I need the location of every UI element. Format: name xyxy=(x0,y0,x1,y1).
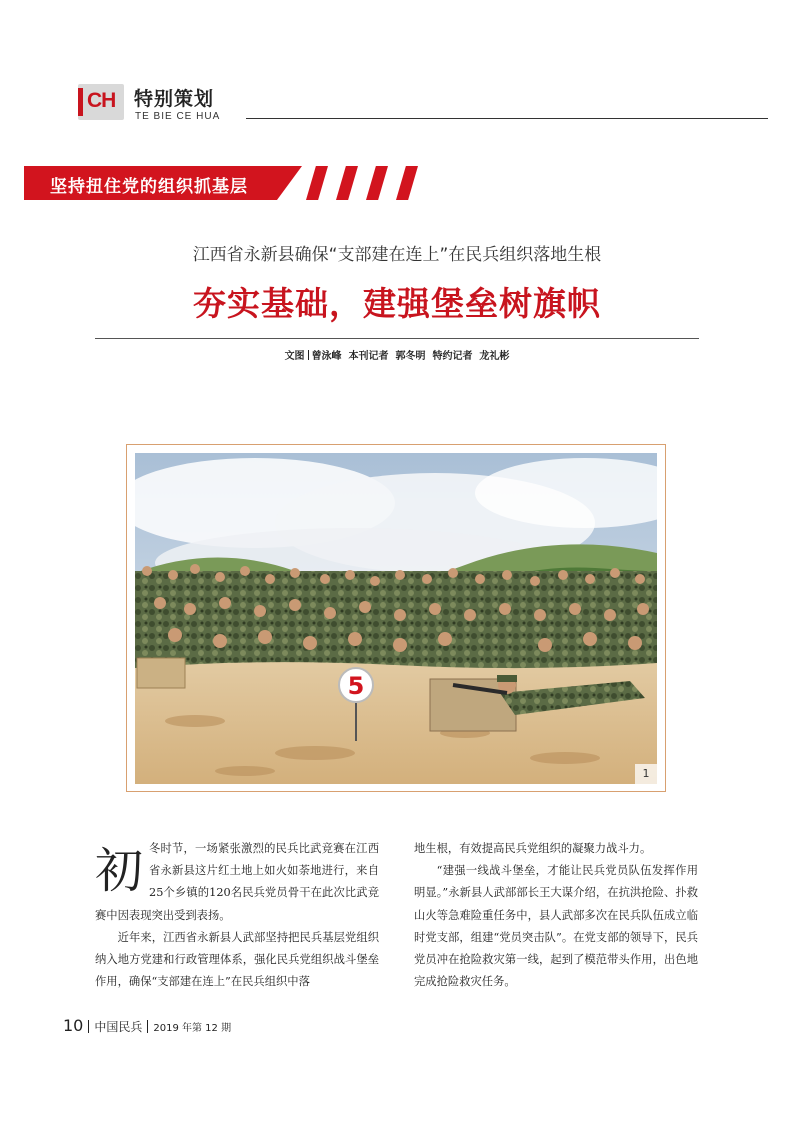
logo-text: CH xyxy=(87,89,116,112)
drop-cap: 初 xyxy=(95,843,144,899)
article-title: 夯实基础，建强堡垒树旗帜 xyxy=(193,284,601,323)
page-number: 10 xyxy=(63,1016,84,1035)
paragraph: 地生根，有效提高民兵党组织的凝聚力战斗力。 xyxy=(414,842,652,855)
byline-prefix: 文图 xyxy=(284,351,305,362)
logo-bar xyxy=(78,88,83,116)
byline xyxy=(0,347,794,362)
header-rule xyxy=(246,118,768,119)
body-column-2 xyxy=(414,838,698,993)
byline-authors: 曾泳峰 本刊记者 郭冬明 特约记者 龙礼彬 xyxy=(311,351,510,362)
magazine-name: 中国民兵 xyxy=(94,1020,143,1034)
banner-stripe xyxy=(396,166,418,200)
page-footer xyxy=(63,1016,231,1035)
title-rule xyxy=(95,338,699,339)
banner-stripe xyxy=(306,166,328,200)
paragraph: “建强一线战斗堡垒，才能让民兵党员队伍发挥作用明显。”永新县人武部部长王大谋介绍，在抗洪抢险、扑救山火等急难险重任务中，县人武部多次在民兵队伍成立临时党支部，组建“党员突击队”。在党支部的领导下，民兵党员冲在抢险救灾第一线，起到了模范带头作用，出色地完成抢险救灾任务。 xyxy=(414,864,698,989)
paragraph: 近年来，江西省永新县人武部坚持把民兵基层党组织纳入地方党建和行政管理体系，强化民兵党组织战斗堡垒作用，确保“支部建在连上”在民兵组织中落 xyxy=(95,930,379,989)
banner-stripe xyxy=(336,166,358,200)
issue-label: 2019 年第 12 期 xyxy=(153,1023,232,1034)
section-pinyin: TE BIE CE HUA xyxy=(135,111,221,122)
topic-banner-label: 坚持扭住党的组织抓基层 xyxy=(50,177,248,197)
section-title: 特别策划 xyxy=(134,88,215,110)
section-logo xyxy=(78,84,124,120)
sign-number: 5 xyxy=(347,672,365,700)
photo-number: 1 xyxy=(635,764,657,784)
body-column-1 xyxy=(95,838,379,993)
militia-training-photo xyxy=(135,453,657,784)
paragraph: 冬时节，一场紧张激烈的民兵比武竞赛在江西省永新县这片红土地上如火如荼地进行，来自25个乡镇的120名民兵党员骨干在此次比武竞赛中因表现突出受到表扬。 xyxy=(95,842,379,922)
article-subtitle: 江西省永新县确保“支部建在连上”在民兵组织落地生根 xyxy=(192,245,602,265)
banner-stripe xyxy=(366,166,388,200)
